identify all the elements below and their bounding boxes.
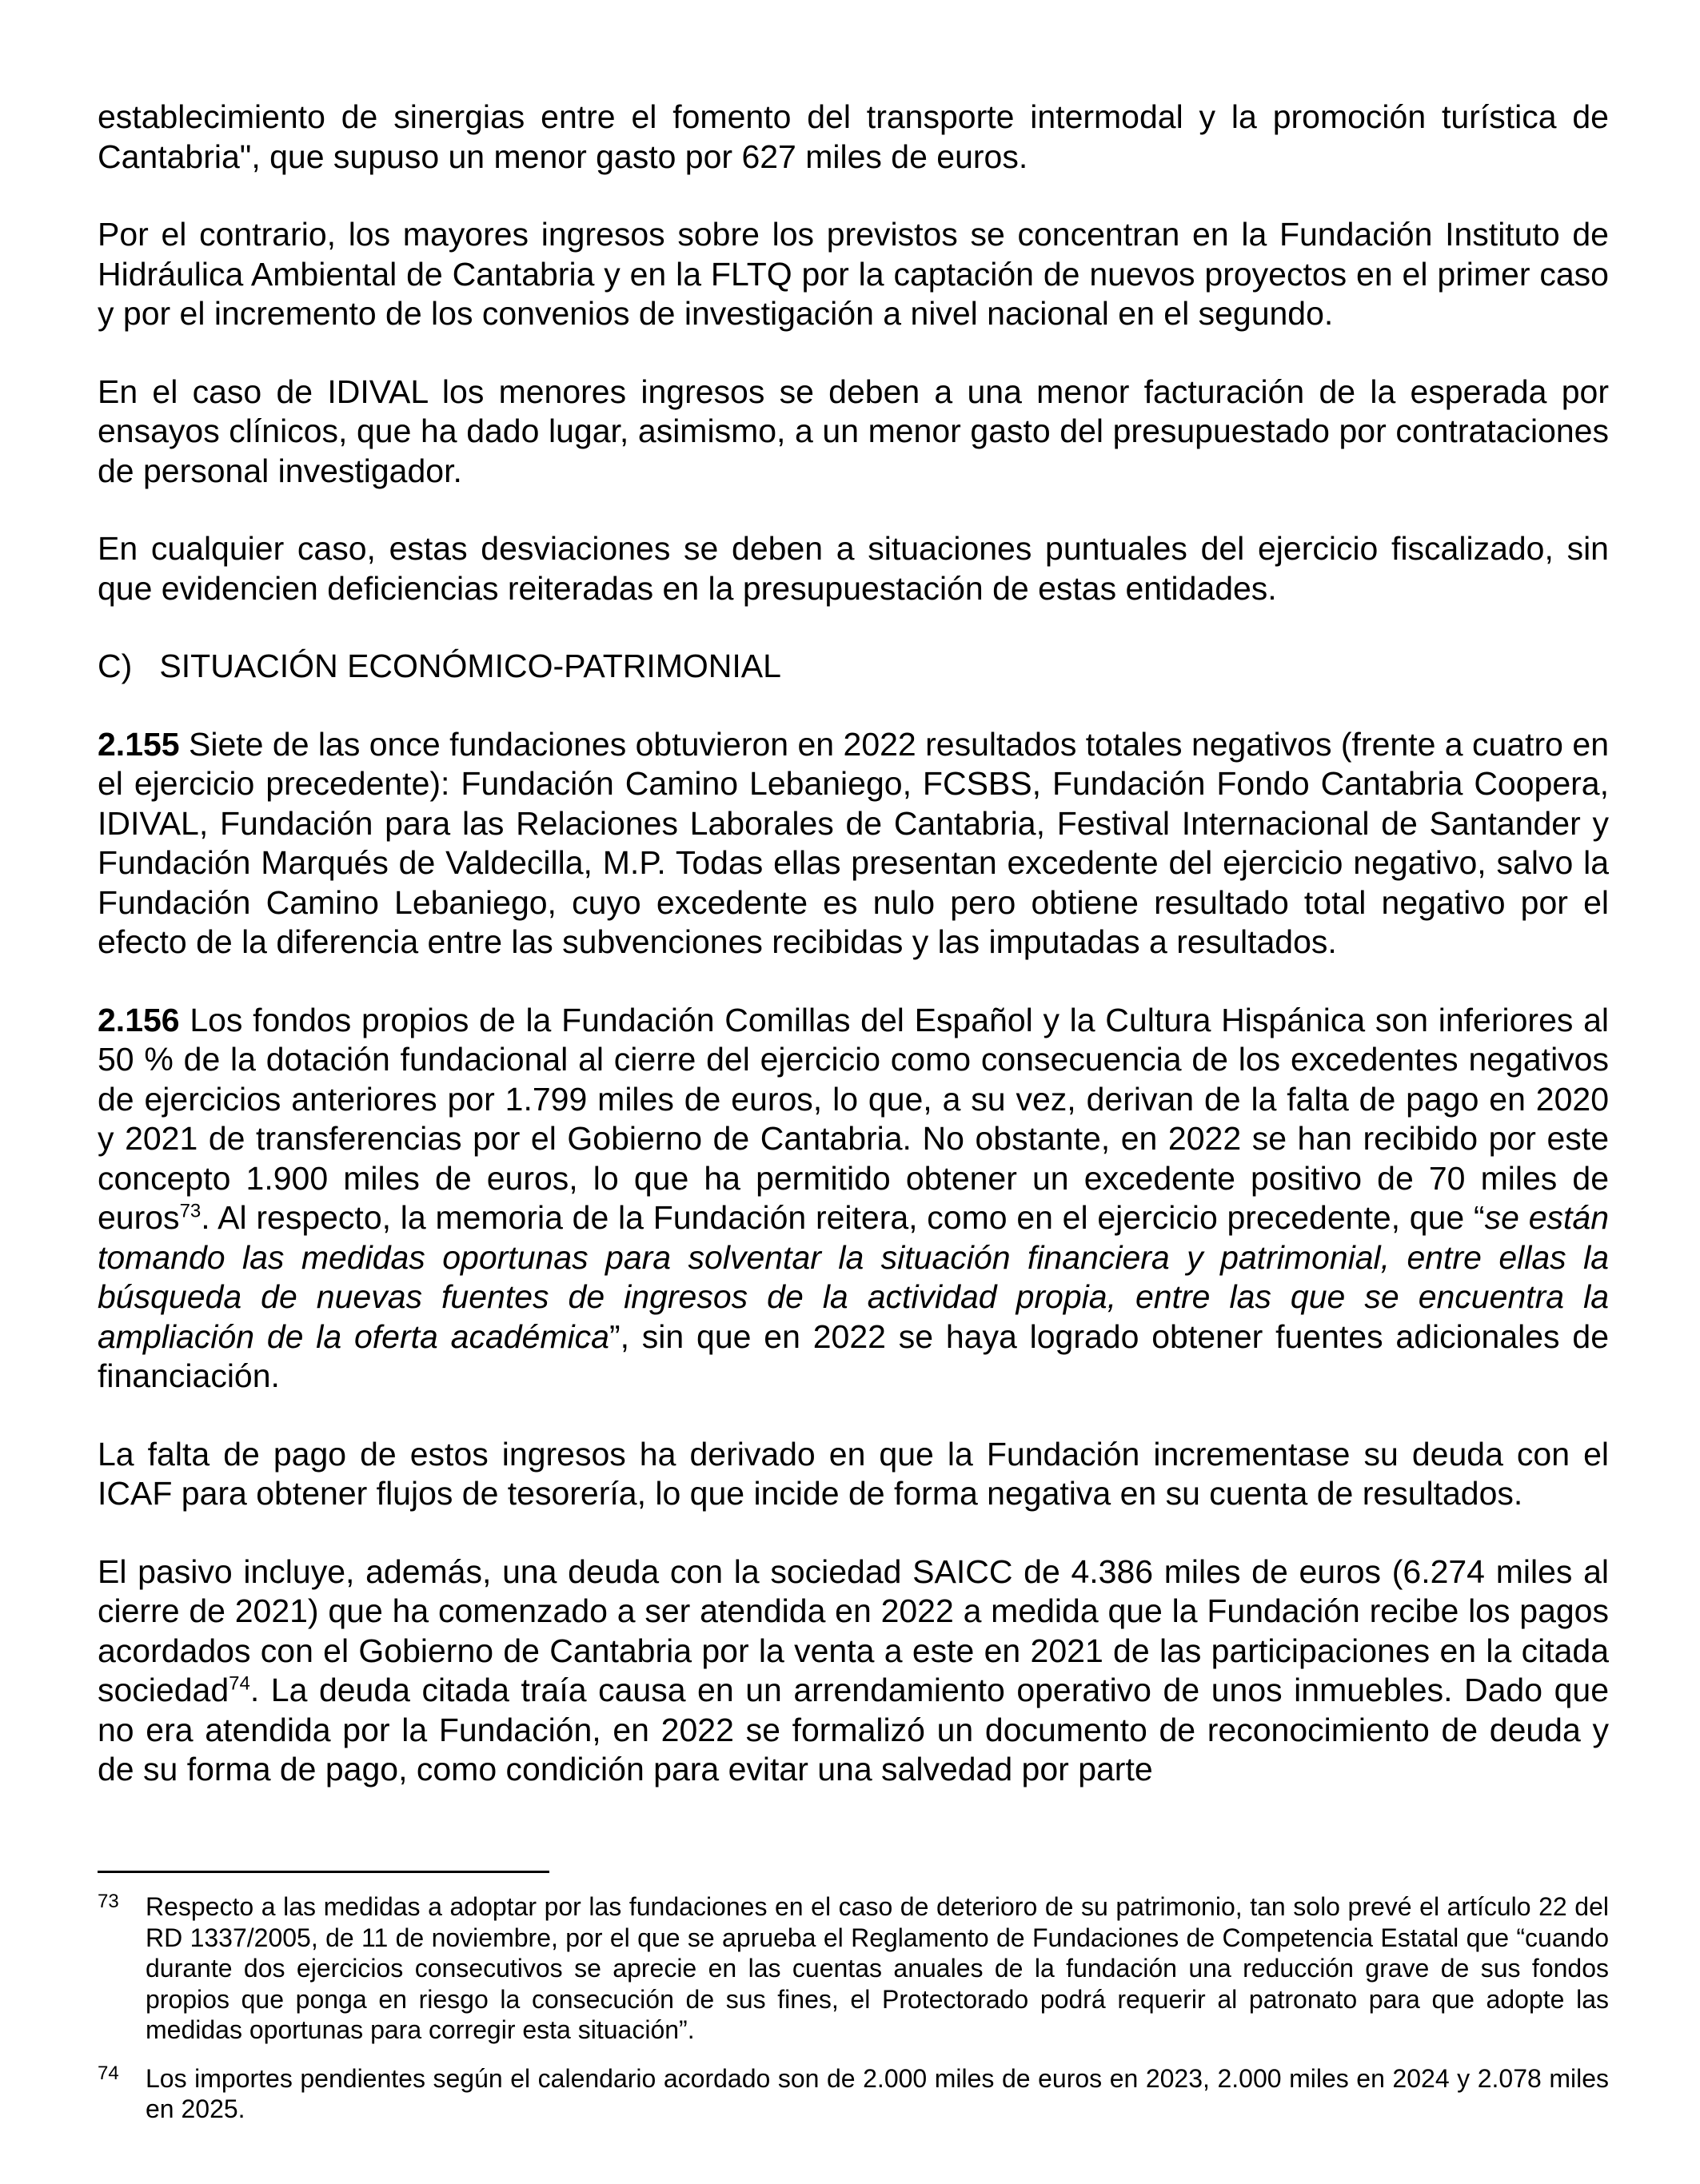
paragraph-2-156 bbox=[98, 1001, 1609, 1397]
footnote-text: Respecto a las medidas a adoptar por las fundaciones en el caso de deterioro de su patrimonio, tan solo prevé el artículo 22 del RD 1337/2005, de 11 de noviembre, por el que se aprueba el Reglamento de Fundaciones de Competencia Estatal que “cuando durante dos ejercicios consecutivos se aprecie en las cuentas anuales de la fundación una reducción grave de sus fondos propios que ponga en riesgo la consecución de sus fines, el Protectorado podrá requerir al patronato para que adopte las medidas oportunas para corregir esta situación”. bbox=[146, 1892, 1609, 2044]
section-heading: C) SITUACIÓN ECONÓMICO-PATRIMONIAL bbox=[98, 648, 781, 684]
paragraph-2-155 bbox=[98, 725, 1609, 962]
paragraph-text: El pasivo incluye, además, una deuda con la sociedad SAICC de 4.386 miles de euros (6.274 miles al cierre de 2021) que ha comenzado a ser atendida en 2022 a medida que la Fundación recibe los pagos acordados con el Gobierno de Cantabria por la venta a este en 2021 de las participaciones en la citada sociedad bbox=[98, 1552, 1609, 1708]
footnote-separator bbox=[98, 1871, 549, 1873]
footnote-number: 74 bbox=[98, 2062, 119, 2084]
footnote-number: 73 bbox=[98, 1891, 119, 1912]
paragraph-text: Los fondos propios de la Fundación Comillas del Español y la Cultura Hispánica son inferiores al 50 % de la dotación fundacional al cierre del ejercicio como consecuencia de los excedentes negativos de ejercicios anteriores por 1.799 miles de euros, lo que, a su vez, derivan de la falta de pago en 2020 y 2021 de transferencias por el Gobierno de Cantabria. No obstante, en 2022 se han recibido por este concepto 1.900 miles de euros, lo que ha permitido obtener un excedente positivo de 70 miles de euros bbox=[98, 1001, 1609, 1236]
paragraph-text: Siete de las once fundaciones obtuvieron en 2022 resultados totales negativos (frente a cuatro en el ejercicio precedente): Fundación Camino Lebaniego, FCSBS, Fundación Fondo Cantabria Coopera, IDIVAL, Fundación para las Relaciones Laborales de Cantabria, Festival Internacional de Santander y Fundación Marqués de Valdecilla, M.P. Todas ellas presentan excedente del ejercicio negativo, salvo la Fundación Camino Lebaniego, cuyo excedente es nulo pero obtiene resultado total negativo por el efecto de la diferencia entre las subvenciones recibidas y las imputadas a resultados. bbox=[98, 725, 1609, 960]
footnote-ref-73[interactable]: 73 bbox=[179, 1200, 202, 1222]
paragraph-mayores-ingresos: Por el contrario, los mayores ingresos sobre los previstos se concentran en la Fundación Instituto de Hidráulica Ambiental de Cantabria y en la FLTQ por la captación de nuevos proyectos en el primer caso y por el incremento de los convenios de investigación a nivel nacional en el segundo. bbox=[98, 216, 1609, 332]
footnote-73 bbox=[98, 1891, 1609, 2046]
paragraph-idival: En el caso de IDIVAL los menores ingresos se deben a una menor facturación de la esperada por ensayos clínicos, que ha dado lugar, asimismo, a un menor gasto del presupuestado por contrataciones de personal investigador. bbox=[98, 373, 1609, 489]
paragraph-desviaciones: En cualquier caso, estas desviaciones se deben a situaciones puntuales del ejercicio fiscalizado, sin que evidencien deficiencias reiteradas en la presupuestación de estas entidades. bbox=[98, 530, 1609, 607]
footnote-74 bbox=[98, 2063, 1609, 2125]
paragraph-text: ”, sin que en 2022 se haya logrado obtener fuentes adicionales de financiación. bbox=[98, 1317, 1609, 1394]
paragraph-number: 2.156 bbox=[98, 1001, 180, 1038]
paragraph-transport: establecimiento de sinergias entre el fomento del transporte intermodal y la promoción turística de Cantabria", que supuso un menor gasto por 627 miles de euros. bbox=[98, 98, 1609, 175]
quoted-memoria: se están tomando las medidas oportunas para solventar la situación financiera y patrimonial, entre ellas la búsqueda de nuevas fuentes de ingresos de la actividad propia, entre las que se encuentra la ampliación de la oferta académica bbox=[98, 1199, 1609, 1355]
paragraph-number: 2.155 bbox=[98, 725, 180, 763]
footnotes bbox=[98, 1891, 1609, 2142]
paragraph-icaf: La falta de pago de estos ingresos ha derivado en que la Fundación incrementase su deuda con el ICAF para obtener flujos de tesorería, lo que incide de forma negativa en su cuenta de resultados. bbox=[98, 1435, 1609, 1512]
paragraph-saicc bbox=[98, 1552, 1609, 1790]
footnote-text: Los importes pendientes según el calendario acordado son de 2.000 miles de euros en 2023, 2.000 miles en 2024 y 2.078 miles en 2025. bbox=[146, 2063, 1609, 2123]
footnote-ref-74[interactable]: 74 bbox=[229, 1672, 250, 1695]
paragraph-text: . Al respecto, la memoria de la Fundación reitera, como en el ejercicio precedente, que “ bbox=[201, 1199, 1485, 1236]
document-body bbox=[98, 98, 1609, 1828]
paragraph-text: . La deuda citada traía causa en un arrendamiento operativo de unos inmuebles. Dado que no era atendida por la Fundación, en 2022 se formalizó un documento de reconocimiento de deuda y de su forma de pago, como condición para evitar una salvedad por parte bbox=[98, 1672, 1609, 1787]
